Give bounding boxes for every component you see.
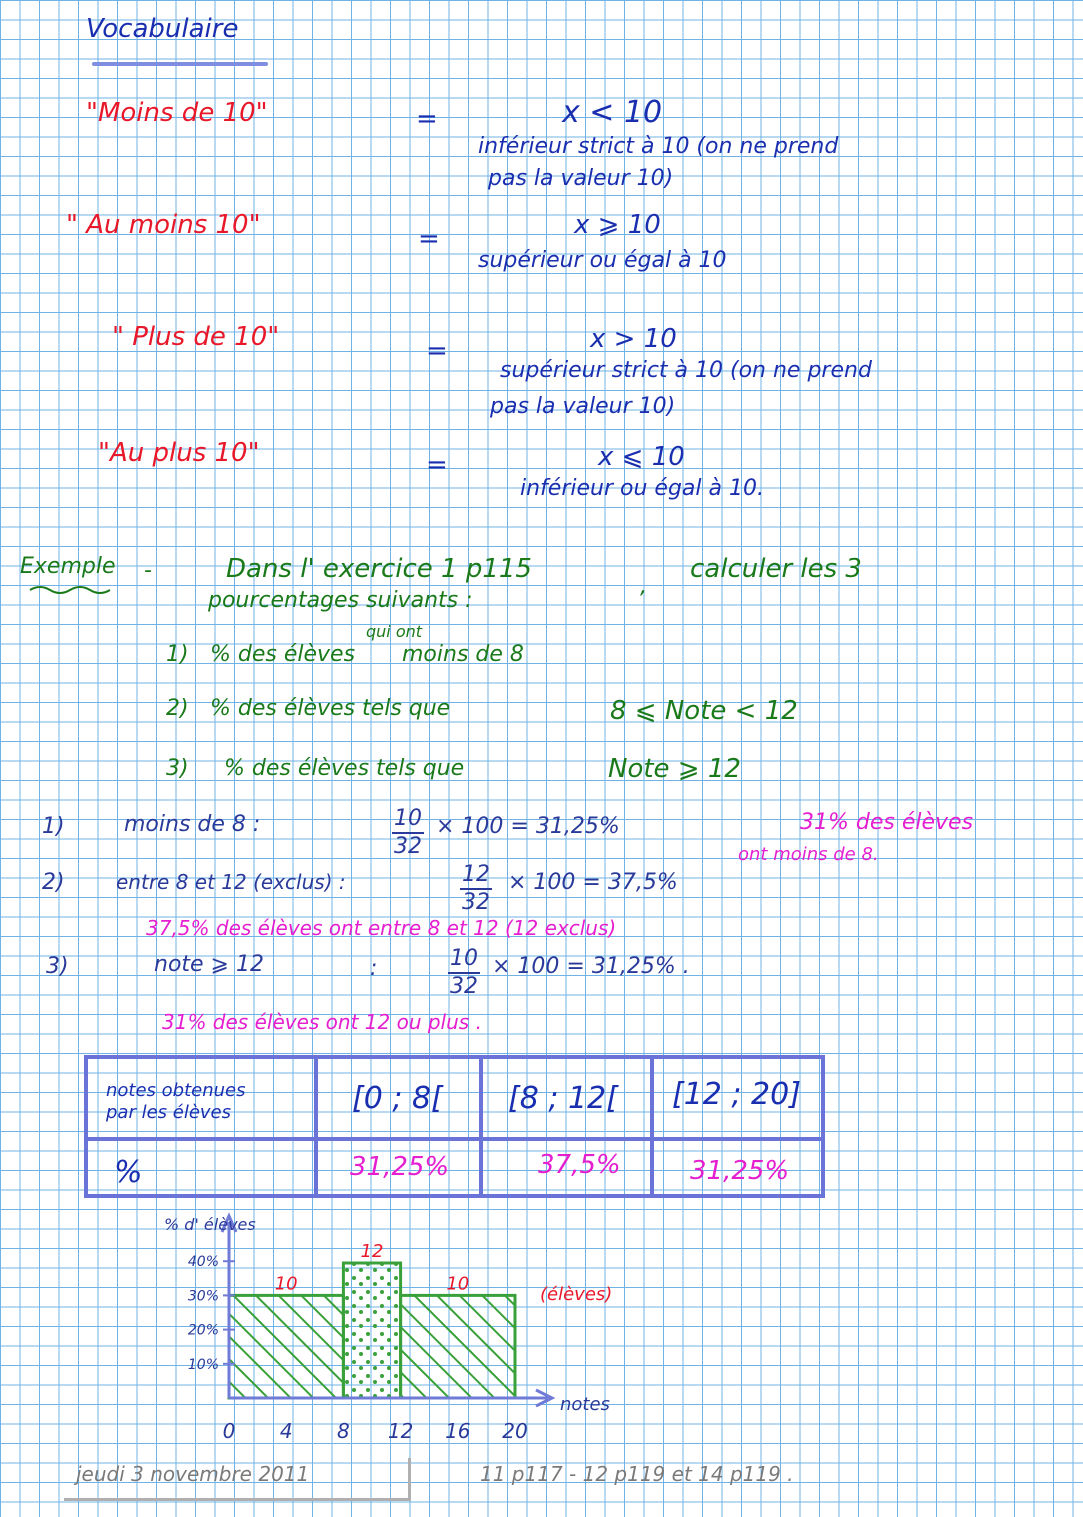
vocab-meaning-3: supérieur strict à 10 (on ne prend bbox=[500, 358, 872, 383]
example-instruction-1b: calculer les 3 bbox=[690, 554, 862, 584]
x-tick-label-16: 16 bbox=[445, 1419, 471, 1443]
vocab-equals-1: = bbox=[416, 104, 438, 134]
x-tick-label-8: 8 bbox=[337, 1419, 350, 1443]
histogram-bar-1 bbox=[229, 1295, 343, 1398]
example-item-3-cond: Note ⩾ 12 bbox=[608, 754, 741, 784]
vocab-phrase-3: " Plus de 10" bbox=[112, 322, 280, 352]
vocab-symbol-4: x ⩽ 10 bbox=[598, 442, 685, 472]
example-item-1-text2: moins de 8 bbox=[402, 642, 524, 667]
vocab-meaning-1: inférieur strict à 10 (on ne prend bbox=[478, 134, 839, 159]
answer-2-conclusion: 37,5% des élèves ont entre 8 et 12 (12 exclus) bbox=[146, 916, 617, 940]
x-tick-label-4: 4 bbox=[279, 1419, 293, 1443]
answer-3-calc: × 100 = 31,25% . bbox=[492, 954, 690, 979]
example-dash: - bbox=[144, 558, 152, 583]
histogram-bar-3 bbox=[401, 1295, 515, 1398]
table-header-percent: % bbox=[114, 1155, 143, 1190]
vocab-phrase-2: " Au moins 10" bbox=[66, 210, 261, 240]
footer-date: jeudi 3 novembre 2011 bbox=[76, 1462, 310, 1486]
vocab-symbol-1: x < 10 bbox=[562, 95, 663, 130]
vocab-symbol-2: x ⩾ 10 bbox=[574, 210, 661, 240]
y-tick-label-20%: 20% bbox=[187, 1322, 219, 1339]
histogram-count-label-1: 10 bbox=[274, 1273, 298, 1295]
count-note: (élèves) bbox=[540, 1284, 613, 1305]
example-item-2-num: 2) bbox=[166, 696, 189, 721]
answer-1-fraction: $\frac{10}{32}$ bbox=[394, 806, 422, 859]
example-item-1-text: % des élèves bbox=[210, 642, 356, 667]
histogram-bar-2 bbox=[343, 1263, 400, 1398]
x-tick-label-0: 0 bbox=[222, 1419, 236, 1443]
vocab-equals-4: = bbox=[426, 450, 448, 480]
table-percent-3: 31,25% bbox=[690, 1156, 790, 1186]
vocab-meaning-2: supérieur ou égal à 10 bbox=[478, 248, 727, 273]
x-axis-label: notes bbox=[560, 1394, 610, 1415]
page-title: Vocabulaire bbox=[86, 14, 239, 44]
example-item-2-text: % des élèves tels que bbox=[210, 696, 451, 721]
histogram-count-label-3: 10 bbox=[446, 1273, 470, 1295]
table-percent-1: 31,25% bbox=[350, 1152, 450, 1182]
vocab-equals-2: = bbox=[418, 224, 440, 254]
histogram-count-label-2: 12 bbox=[360, 1241, 384, 1262]
answer-3-colon: : bbox=[370, 956, 378, 981]
answer-3-conclusion: 31% des élèves ont 12 ou plus . bbox=[162, 1010, 482, 1034]
vocab-phrase-1: "Moins de 10" bbox=[86, 98, 268, 128]
answer-2-calc: × 100 = 37,5% bbox=[508, 870, 678, 895]
vocab-phrase-4: "Au plus 10" bbox=[98, 438, 260, 468]
footer-underline bbox=[64, 1498, 410, 1501]
y-tick-label-40%: 40% bbox=[187, 1254, 219, 1271]
table-header-notes-b: par les élèves bbox=[106, 1102, 232, 1123]
vocab-meaning-1b: pas la valeur 10) bbox=[488, 166, 674, 191]
answer-3-label: note ⩾ 12 bbox=[154, 952, 264, 977]
example-item-2-cond: 8 ⩽ Note < 12 bbox=[610, 696, 798, 726]
vocab-equals-3: = bbox=[426, 336, 448, 366]
table-header-notes-a: notes obtenues bbox=[106, 1080, 246, 1101]
answer-3-fraction: $\frac{10}{32}$ bbox=[450, 946, 478, 999]
footer-separator bbox=[408, 1458, 411, 1501]
table-interval-3: [12 ; 20] bbox=[672, 1077, 801, 1112]
footer-homework: 11 p117 - 12 p119 et 14 p119 . bbox=[480, 1462, 794, 1486]
answer-2-label: entre 8 et 12 (exclus) : bbox=[116, 870, 346, 894]
example-instruction-1: Dans l' exercice 1 p115 bbox=[226, 554, 532, 584]
vocab-meaning-3b: pas la valeur 10) bbox=[490, 394, 676, 419]
example-item-1-insert: qui ont bbox=[366, 622, 423, 641]
answer-1-label: moins de 8 : bbox=[124, 812, 261, 837]
answer-2-fraction: $\frac{12}{32}$ bbox=[462, 862, 490, 915]
y-axis-label: % d' élèves bbox=[164, 1215, 256, 1234]
answer-1-conclusion-b: ont moins de 8. bbox=[738, 844, 879, 865]
example-item-3-num: 3) bbox=[166, 756, 189, 781]
answer-2-num: 2) bbox=[42, 870, 65, 895]
example-label: Exemple bbox=[20, 554, 116, 579]
x-tick-label-12: 12 bbox=[387, 1419, 414, 1443]
example-comma: , bbox=[640, 574, 647, 599]
table-interval-2: [8 ; 12[ bbox=[508, 1081, 618, 1116]
x-tick-label-20: 20 bbox=[502, 1419, 528, 1443]
table-interval-1: [0 ; 8[ bbox=[352, 1081, 443, 1116]
answer-1-num: 1) bbox=[42, 814, 65, 839]
answer-1-conclusion: 31% des élèves bbox=[800, 810, 974, 835]
answer-1-calc: × 100 = 31,25% bbox=[436, 814, 620, 839]
y-tick-label-10%: 10% bbox=[187, 1356, 219, 1373]
example-item-3-text: % des élèves tels que bbox=[224, 756, 465, 781]
example-instruction-2: pourcentages suivants : bbox=[208, 588, 473, 613]
answer-3-num: 3) bbox=[46, 954, 69, 979]
y-tick-label-30%: 30% bbox=[187, 1288, 219, 1305]
table-percent-2: 37,5% bbox=[538, 1150, 621, 1180]
vocab-meaning-4: inférieur ou égal à 10. bbox=[520, 476, 764, 501]
example-item-1-num: 1) bbox=[166, 642, 189, 667]
vocab-symbol-3: x > 10 bbox=[590, 324, 677, 354]
